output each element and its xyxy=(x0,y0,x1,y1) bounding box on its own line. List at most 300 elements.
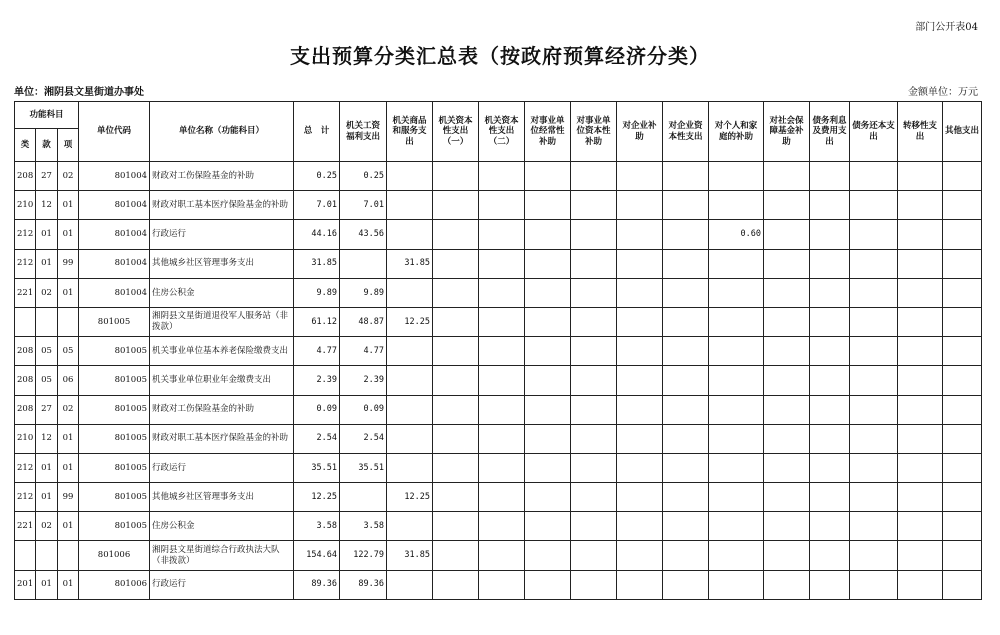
func-xiang-cell: 01 xyxy=(58,570,79,599)
amount-cell xyxy=(764,483,810,512)
amount-cell xyxy=(617,512,663,541)
amount-cell xyxy=(898,191,943,220)
func-kuan-cell: 01 xyxy=(36,453,58,482)
total-cell: 61.12 xyxy=(294,307,340,336)
amount-cell xyxy=(663,162,709,191)
amount-cell xyxy=(479,453,525,482)
unit-code-cell: 801004 xyxy=(79,220,150,249)
amount-cell xyxy=(850,570,898,599)
unit-name-cell: 住房公积金 xyxy=(150,278,294,307)
func-xiang-cell: 01 xyxy=(58,424,79,453)
func-kuan-cell: 05 xyxy=(36,337,58,366)
amount-cell xyxy=(525,483,571,512)
amount-cell xyxy=(850,512,898,541)
amount-cell xyxy=(571,366,617,395)
func-lei-cell: 208 xyxy=(15,337,36,366)
amount-cell xyxy=(764,278,810,307)
amount-cell xyxy=(387,570,433,599)
func-kuan-cell: 12 xyxy=(36,191,58,220)
amount-cell xyxy=(709,483,764,512)
amount-cell: 48.87 xyxy=(340,307,387,336)
func-xiang-cell: 01 xyxy=(58,453,79,482)
total-cell: 9.89 xyxy=(294,278,340,307)
amount-cell xyxy=(571,307,617,336)
amount-cell xyxy=(764,191,810,220)
unit-name-cell: 财政对工伤保险基金的补助 xyxy=(150,395,294,424)
amount-cell xyxy=(433,512,479,541)
unit-name-cell: 行政运行 xyxy=(150,220,294,249)
func-xiang-cell: 02 xyxy=(58,395,79,424)
amount-cell xyxy=(387,424,433,453)
amount-cell xyxy=(525,570,571,599)
amount-cell xyxy=(617,366,663,395)
amount-cell xyxy=(617,162,663,191)
amount-cell xyxy=(898,278,943,307)
amount-cell xyxy=(387,512,433,541)
amount-cell xyxy=(663,191,709,220)
amount-cell xyxy=(525,424,571,453)
amount-cell xyxy=(433,278,479,307)
amount-cell xyxy=(764,366,810,395)
amount-cell xyxy=(810,512,850,541)
unit-code-cell: 801004 xyxy=(79,278,150,307)
amount-cell xyxy=(943,307,982,336)
amount-cell xyxy=(810,424,850,453)
amount-cell xyxy=(810,278,850,307)
amount-cell xyxy=(479,191,525,220)
amount-cell xyxy=(433,570,479,599)
amount-cell xyxy=(850,483,898,512)
amount-cell xyxy=(764,395,810,424)
amount-cell xyxy=(479,162,525,191)
amount-cell xyxy=(709,278,764,307)
amount-cell xyxy=(943,395,982,424)
amount-cell xyxy=(525,512,571,541)
amount-unit-label: 金额单位：万元 xyxy=(908,87,978,98)
table-row xyxy=(15,191,982,220)
amount-cell xyxy=(479,249,525,278)
unit-code-cell: 801005 xyxy=(79,366,150,395)
amount-cell xyxy=(898,483,943,512)
amount-cell xyxy=(943,512,982,541)
func-lei-cell: 210 xyxy=(15,191,36,220)
unit-label: 单位：湘阴县文星街道办事处 xyxy=(14,87,144,98)
amount-cell xyxy=(525,191,571,220)
header-col: 机关工资福利支出 xyxy=(340,102,387,162)
unit-code-cell: 801004 xyxy=(79,249,150,278)
func-lei-cell: 208 xyxy=(15,162,36,191)
amount-cell: 9.89 xyxy=(340,278,387,307)
amount-cell xyxy=(663,249,709,278)
amount-cell xyxy=(810,220,850,249)
unit-code-cell: 801005 xyxy=(79,424,150,453)
amount-cell xyxy=(525,249,571,278)
func-kuan-cell xyxy=(36,541,58,570)
header-func-group: 功能科目 xyxy=(15,102,79,129)
func-xiang-cell: 01 xyxy=(58,278,79,307)
amount-cell xyxy=(764,220,810,249)
amount-cell xyxy=(943,453,982,482)
amount-cell xyxy=(850,337,898,366)
amount-cell: 89.36 xyxy=(340,570,387,599)
amount-cell xyxy=(525,307,571,336)
unit-name-cell: 其他城乡社区管理事务支出 xyxy=(150,249,294,278)
func-xiang-cell: 02 xyxy=(58,162,79,191)
func-xiang-cell: 01 xyxy=(58,191,79,220)
unit-code-cell: 801005 xyxy=(79,453,150,482)
amount-cell xyxy=(617,278,663,307)
amount-cell xyxy=(943,337,982,366)
amount-cell xyxy=(571,337,617,366)
amount-cell xyxy=(479,278,525,307)
table-row xyxy=(15,278,982,307)
amount-cell xyxy=(850,162,898,191)
func-lei-cell xyxy=(15,307,36,336)
header-col: 对企业补助 xyxy=(617,102,663,162)
header-col: 对事业单位经常性补助 xyxy=(525,102,571,162)
amount-cell xyxy=(943,570,982,599)
amount-cell xyxy=(387,453,433,482)
amount-cell xyxy=(479,424,525,453)
func-kuan-cell: 01 xyxy=(36,483,58,512)
amount-cell xyxy=(850,278,898,307)
amount-cell xyxy=(850,307,898,336)
amount-cell xyxy=(850,453,898,482)
amount-cell xyxy=(433,249,479,278)
header-col: 债务利息及费用支出 xyxy=(810,102,850,162)
amount-cell xyxy=(479,512,525,541)
amount-cell xyxy=(387,220,433,249)
unit-name-cell: 机关事业单位职业年金缴费支出 xyxy=(150,366,294,395)
unit-name-cell: 财政对职工基本医疗保险基金的补助 xyxy=(150,424,294,453)
total-cell: 0.25 xyxy=(294,162,340,191)
page-title: 支出预算分类汇总表（按政府预算经济分类） xyxy=(290,44,710,68)
amount-cell xyxy=(898,162,943,191)
amount-cell xyxy=(709,570,764,599)
amount-cell: 43.56 xyxy=(340,220,387,249)
amount-cell xyxy=(663,395,709,424)
func-xiang-cell: 05 xyxy=(58,337,79,366)
total-cell: 2.39 xyxy=(294,366,340,395)
amount-cell xyxy=(764,570,810,599)
func-lei-cell: 212 xyxy=(15,483,36,512)
amount-cell xyxy=(943,220,982,249)
unit-name-cell: 其他城乡社区管理事务支出 xyxy=(150,483,294,512)
amount-cell xyxy=(943,249,982,278)
table-row xyxy=(15,570,982,599)
amount-cell xyxy=(571,162,617,191)
amount-cell: 31.85 xyxy=(387,249,433,278)
amount-cell xyxy=(433,453,479,482)
header-col: 对社会保障基金补助 xyxy=(764,102,810,162)
amount-cell xyxy=(617,570,663,599)
amount-cell xyxy=(943,278,982,307)
amount-cell xyxy=(663,337,709,366)
amount-cell xyxy=(387,366,433,395)
func-kuan-cell: 02 xyxy=(36,512,58,541)
amount-cell xyxy=(810,337,850,366)
header-total: 总 计 xyxy=(294,102,340,162)
unit-name-cell: 财政对职工基本医疗保险基金的补助 xyxy=(150,191,294,220)
total-cell: 35.51 xyxy=(294,453,340,482)
amount-cell xyxy=(943,424,982,453)
amount-cell xyxy=(709,337,764,366)
func-lei-cell: 208 xyxy=(15,366,36,395)
amount-cell xyxy=(898,424,943,453)
amount-cell xyxy=(617,220,663,249)
amount-cell xyxy=(433,307,479,336)
amount-cell xyxy=(898,512,943,541)
table-row xyxy=(15,512,982,541)
table-row xyxy=(15,220,982,249)
amount-cell xyxy=(850,220,898,249)
func-kuan-cell: 01 xyxy=(36,249,58,278)
amount-cell xyxy=(525,453,571,482)
amount-cell xyxy=(571,249,617,278)
func-xiang-cell xyxy=(58,541,79,570)
amount-cell xyxy=(617,483,663,512)
header-lei: 类 xyxy=(15,129,36,162)
amount-cell xyxy=(709,424,764,453)
amount-cell xyxy=(663,570,709,599)
amount-cell: 31.85 xyxy=(387,541,433,570)
amount-cell xyxy=(850,424,898,453)
amount-cell xyxy=(617,191,663,220)
table-row xyxy=(15,307,982,336)
amount-cell xyxy=(943,162,982,191)
amount-cell xyxy=(764,249,810,278)
table-row xyxy=(15,395,982,424)
amount-cell xyxy=(850,395,898,424)
amount-cell xyxy=(943,483,982,512)
header-col: 转移性支出 xyxy=(898,102,943,162)
amount-cell xyxy=(617,337,663,366)
amount-cell: 7.01 xyxy=(340,191,387,220)
amount-cell xyxy=(898,220,943,249)
amount-cell xyxy=(663,453,709,482)
table-row xyxy=(15,249,982,278)
func-xiang-cell: 01 xyxy=(58,220,79,249)
amount-cell xyxy=(525,220,571,249)
amount-cell xyxy=(663,366,709,395)
amount-cell xyxy=(387,395,433,424)
unit-name-cell: 住房公积金 xyxy=(150,512,294,541)
header-xiang: 项 xyxy=(58,129,79,162)
amount-cell xyxy=(663,424,709,453)
unit-code-cell: 801005 xyxy=(79,307,150,336)
amount-cell xyxy=(387,191,433,220)
budget-table xyxy=(14,101,982,600)
amount-cell xyxy=(387,162,433,191)
amount-cell xyxy=(479,541,525,570)
func-kuan-cell: 02 xyxy=(36,278,58,307)
total-cell: 89.36 xyxy=(294,570,340,599)
header-unit-name: 单位名称（功能科目） xyxy=(150,102,294,162)
amount-cell xyxy=(943,541,982,570)
amount-cell xyxy=(709,395,764,424)
amount-cell: 0.60 xyxy=(709,220,764,249)
func-lei-cell: 201 xyxy=(15,570,36,599)
amount-cell xyxy=(810,570,850,599)
amount-cell xyxy=(571,453,617,482)
amount-cell xyxy=(479,483,525,512)
func-xiang-cell: 99 xyxy=(58,249,79,278)
amount-cell xyxy=(709,366,764,395)
total-cell: 4.77 xyxy=(294,337,340,366)
amount-cell xyxy=(479,366,525,395)
amount-cell xyxy=(617,395,663,424)
table-row xyxy=(15,424,982,453)
func-lei-cell: 208 xyxy=(15,395,36,424)
amount-cell xyxy=(433,366,479,395)
func-xiang-cell: 99 xyxy=(58,483,79,512)
amount-cell xyxy=(709,512,764,541)
total-cell: 31.85 xyxy=(294,249,340,278)
amount-cell xyxy=(340,483,387,512)
amount-cell: 2.54 xyxy=(340,424,387,453)
amount-cell xyxy=(433,541,479,570)
amount-cell xyxy=(943,366,982,395)
total-cell: 44.16 xyxy=(294,220,340,249)
amount-cell xyxy=(764,307,810,336)
total-cell: 2.54 xyxy=(294,424,340,453)
header-col: 其他支出 xyxy=(943,102,982,162)
amount-cell xyxy=(617,541,663,570)
amount-cell xyxy=(571,395,617,424)
table-row xyxy=(15,453,982,482)
amount-cell xyxy=(433,220,479,249)
func-lei-cell: 212 xyxy=(15,453,36,482)
page-number: 部门公开表04 xyxy=(915,22,978,33)
header-kuan: 款 xyxy=(36,129,58,162)
amount-cell xyxy=(850,249,898,278)
func-lei-cell: 221 xyxy=(15,278,36,307)
header-col: 对企业资本性支出 xyxy=(663,102,709,162)
func-kuan-cell: 01 xyxy=(36,570,58,599)
func-lei-cell: 212 xyxy=(15,220,36,249)
amount-cell xyxy=(898,366,943,395)
unit-code-cell: 801004 xyxy=(79,191,150,220)
amount-cell xyxy=(810,395,850,424)
amount-cell xyxy=(663,307,709,336)
amount-cell: 12.25 xyxy=(387,483,433,512)
amount-cell xyxy=(525,541,571,570)
amount-cell: 3.58 xyxy=(340,512,387,541)
func-lei-cell: 210 xyxy=(15,424,36,453)
unit-code-cell: 801005 xyxy=(79,395,150,424)
header-col: 对事业单位资本性补助 xyxy=(571,102,617,162)
amount-cell xyxy=(525,337,571,366)
func-kuan-cell: 01 xyxy=(36,220,58,249)
amount-cell xyxy=(810,162,850,191)
unit-code-cell: 801006 xyxy=(79,541,150,570)
amount-cell xyxy=(617,307,663,336)
amount-cell: 0.25 xyxy=(340,162,387,191)
amount-cell xyxy=(764,541,810,570)
amount-cell xyxy=(709,249,764,278)
amount-cell xyxy=(810,249,850,278)
amount-cell xyxy=(433,483,479,512)
amount-cell: 122.79 xyxy=(340,541,387,570)
unit-code-cell: 801005 xyxy=(79,337,150,366)
amount-cell xyxy=(571,541,617,570)
func-xiang-cell: 06 xyxy=(58,366,79,395)
amount-cell xyxy=(810,307,850,336)
header-col: 机关资本性支出（一） xyxy=(433,102,479,162)
table-row xyxy=(15,483,982,512)
amount-cell xyxy=(479,570,525,599)
amount-cell xyxy=(764,512,810,541)
amount-cell xyxy=(898,395,943,424)
amount-cell xyxy=(525,162,571,191)
amount-cell xyxy=(943,191,982,220)
amount-cell: 35.51 xyxy=(340,453,387,482)
total-cell: 0.09 xyxy=(294,395,340,424)
unit-code-cell: 801004 xyxy=(79,162,150,191)
amount-cell xyxy=(571,483,617,512)
header-col: 对个人和家庭的补助 xyxy=(709,102,764,162)
amount-cell xyxy=(764,337,810,366)
amount-cell xyxy=(810,483,850,512)
unit-code-cell: 801005 xyxy=(79,483,150,512)
amount-cell xyxy=(898,570,943,599)
amount-cell xyxy=(709,307,764,336)
func-kuan-cell: 12 xyxy=(36,424,58,453)
total-cell: 12.25 xyxy=(294,483,340,512)
amount-cell xyxy=(525,366,571,395)
amount-cell xyxy=(764,424,810,453)
unit-name-cell: 机关事业单位基本养老保险缴费支出 xyxy=(150,337,294,366)
amount-cell xyxy=(433,424,479,453)
amount-cell xyxy=(898,453,943,482)
amount-cell xyxy=(433,191,479,220)
amount-cell xyxy=(663,512,709,541)
amount-cell xyxy=(617,249,663,278)
amount-cell xyxy=(663,220,709,249)
amount-cell xyxy=(898,307,943,336)
amount-cell xyxy=(479,337,525,366)
amount-cell xyxy=(617,424,663,453)
header-unit-code: 单位代码 xyxy=(79,102,150,162)
amount-cell xyxy=(810,453,850,482)
unit-name-cell: 湘阴县文星街道退役军人服务站（非拨款） xyxy=(150,307,294,336)
amount-cell xyxy=(479,395,525,424)
header-col: 债务还本支出 xyxy=(850,102,898,162)
table-row xyxy=(15,541,982,570)
amount-cell xyxy=(571,220,617,249)
header-col: 机关资本性支出（二） xyxy=(479,102,525,162)
amount-cell: 12.25 xyxy=(387,307,433,336)
amount-cell xyxy=(810,191,850,220)
amount-cell xyxy=(810,541,850,570)
amount-cell xyxy=(850,366,898,395)
amount-cell xyxy=(764,162,810,191)
unit-code-cell: 801005 xyxy=(79,512,150,541)
amount-cell xyxy=(387,337,433,366)
amount-cell xyxy=(525,395,571,424)
amount-cell xyxy=(898,249,943,278)
amount-cell xyxy=(898,541,943,570)
total-cell: 154.64 xyxy=(294,541,340,570)
total-cell: 7.01 xyxy=(294,191,340,220)
amount-cell xyxy=(387,278,433,307)
amount-cell xyxy=(617,453,663,482)
amount-cell xyxy=(571,512,617,541)
amount-cell xyxy=(663,483,709,512)
func-lei-cell: 212 xyxy=(15,249,36,278)
amount-cell xyxy=(479,220,525,249)
amount-cell xyxy=(571,278,617,307)
